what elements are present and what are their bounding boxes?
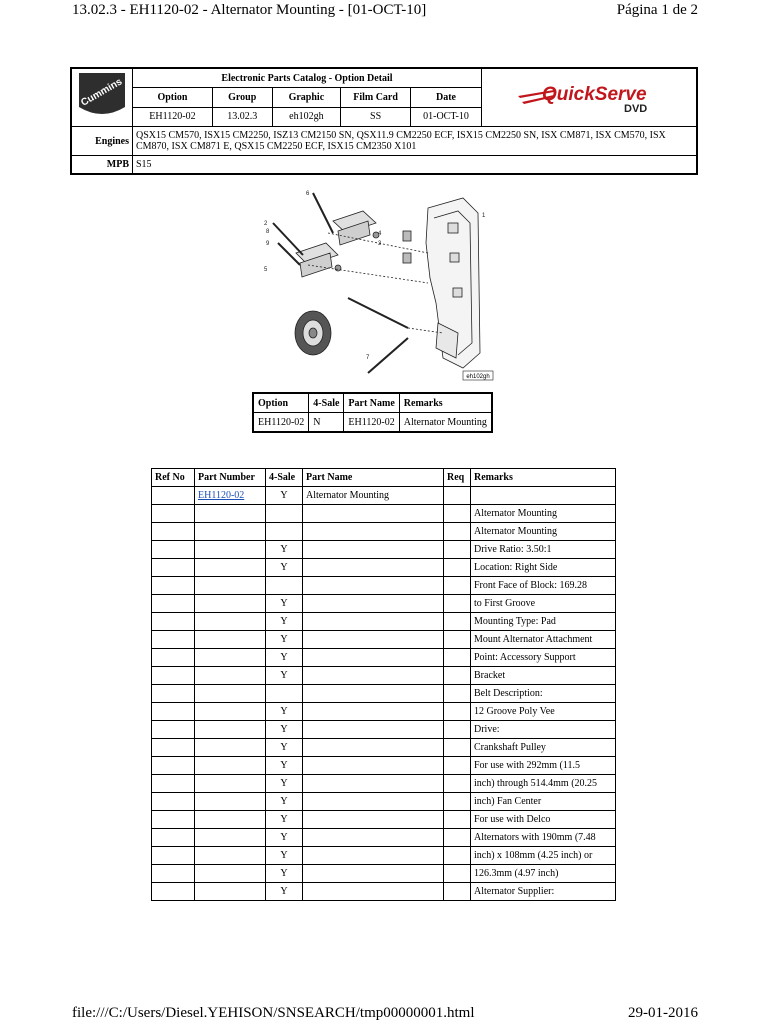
four-sale-cell: Y (266, 487, 303, 505)
req-cell (444, 865, 471, 883)
ref-no-cell (152, 613, 195, 631)
part-name-cell (303, 721, 444, 739)
remarks-cell: to First Groove (471, 595, 616, 613)
req-cell (444, 721, 471, 739)
svg-text:QuickServe: QuickServe (542, 84, 647, 105)
four-sale-cell: Y (266, 793, 303, 811)
four-sale-cell: Y (266, 559, 303, 577)
table-row (152, 577, 616, 595)
four-sale-cell: Y (266, 703, 303, 721)
remarks-cell: Alternator Mounting (471, 505, 616, 523)
part-number-link[interactable]: EH1120-02 (198, 490, 245, 501)
mpb-value: S15 (133, 156, 698, 175)
part-number-cell (195, 811, 266, 829)
remarks-cell: Location: Right Side (471, 559, 616, 577)
part-name-cell (303, 793, 444, 811)
four-sale-cell (266, 523, 303, 541)
ref-no-cell (152, 775, 195, 793)
value-date: 01-OCT-10 (410, 107, 481, 126)
ref-no-cell (152, 865, 195, 883)
ref-no-cell (152, 793, 195, 811)
ref-no-cell (152, 487, 195, 505)
req-cell (444, 685, 471, 703)
table-row (152, 811, 616, 829)
four-sale-cell: Y (266, 811, 303, 829)
req-cell (444, 703, 471, 721)
part-number-cell (195, 775, 266, 793)
engines-label: Engines (71, 127, 133, 156)
four-sale-cell (266, 505, 303, 523)
table-row (152, 559, 616, 577)
req-cell (444, 505, 471, 523)
table-row (152, 487, 616, 505)
table-row (152, 631, 616, 649)
req-cell (444, 883, 471, 901)
ref-no-cell (152, 541, 195, 559)
opt-header-remarks: Remarks (399, 393, 492, 413)
req-cell (444, 811, 471, 829)
remarks-cell: 126.3mm (4.97 inch) (471, 865, 616, 883)
part-name-cell (303, 847, 444, 865)
parts-table-body (152, 487, 616, 901)
four-sale-cell: Y (266, 595, 303, 613)
part-name-cell (303, 649, 444, 667)
table-row (152, 541, 616, 559)
ref-no-cell (152, 667, 195, 685)
part-number-cell (195, 523, 266, 541)
svg-text:Cummins: Cummins (79, 76, 125, 109)
part-number-cell (195, 703, 266, 721)
option-table (252, 392, 493, 433)
part-name-cell: Alternator Mounting (303, 487, 444, 505)
part-number-cell (195, 631, 266, 649)
req-cell (444, 775, 471, 793)
req-cell (444, 757, 471, 775)
four-sale-cell (266, 577, 303, 595)
ref-no-cell (152, 757, 195, 775)
diagram-caption: eh102gh (466, 374, 490, 380)
page-number: Página 1 de 2 (616, 2, 698, 18)
four-sale-cell: Y (266, 721, 303, 739)
mpb-label: MPB (71, 156, 133, 175)
remarks-cell: Drive: (471, 721, 616, 739)
catalog-title: Electronic Parts Catalog - Option Detail (133, 68, 482, 88)
part-name-cell (303, 883, 444, 901)
table-row (152, 523, 616, 541)
part-name-cell (303, 595, 444, 613)
remarks-cell: Crankshaft Pulley (471, 739, 616, 757)
remarks-cell: Drive Ratio: 3.50:1 (471, 541, 616, 559)
quickserve-logo-icon (514, 76, 664, 116)
remarks-cell: Mount Alternator Attachment (471, 631, 616, 649)
page-footer-path: file:///C:/Users/Diesel.YEHISON/SNSEARCH/tmp00000001.html (72, 1005, 475, 1021)
req-cell (444, 667, 471, 685)
part-name-cell (303, 523, 444, 541)
ref-no-cell (152, 523, 195, 541)
cummins-logo-cell (71, 68, 133, 127)
four-sale-cell: Y (266, 667, 303, 685)
req-cell (444, 541, 471, 559)
opt-value-4sale: N (309, 413, 344, 433)
four-sale-cell: Y (266, 865, 303, 883)
part-name-cell (303, 811, 444, 829)
four-sale-cell: Y (266, 847, 303, 865)
ref-no-cell (152, 595, 195, 613)
part-number-cell (195, 883, 266, 901)
remarks-cell: For use with Delco (471, 811, 616, 829)
part-name-cell (303, 505, 444, 523)
table-row (152, 739, 616, 757)
remarks-cell: Mounting Type: Pad (471, 613, 616, 631)
header-group: Group (212, 88, 272, 107)
part-number-cell (195, 613, 266, 631)
ref-no-cell (152, 847, 195, 865)
part-number-cell (195, 685, 266, 703)
parts-header-part-number: Part Number (195, 469, 266, 487)
remarks-cell: Alternator Mounting (471, 523, 616, 541)
table-row (152, 721, 616, 739)
part-number-cell (195, 649, 266, 667)
table-row (152, 829, 616, 847)
remarks-cell: inch) through 514.4mm (20.25 (471, 775, 616, 793)
page-footer-date: 29-01-2016 (628, 1005, 698, 1021)
part-number-cell (195, 487, 266, 505)
req-cell (444, 523, 471, 541)
parts-header-4sale: 4-Sale (266, 469, 303, 487)
ref-no-cell (152, 505, 195, 523)
remarks-cell: For use with 292mm (11.5 (471, 757, 616, 775)
remarks-cell: Belt Description: (471, 685, 616, 703)
table-row (152, 505, 616, 523)
part-number-cell (195, 667, 266, 685)
req-cell (444, 793, 471, 811)
header-option: Option (133, 88, 213, 107)
req-cell (444, 577, 471, 595)
remarks-cell: 12 Groove Poly Vee (471, 703, 616, 721)
ref-no-cell (152, 577, 195, 595)
header-graphic: Graphic (272, 88, 341, 107)
parts-header-remarks: Remarks (471, 469, 616, 487)
four-sale-cell: Y (266, 739, 303, 757)
callout-1: 1 (482, 213, 486, 219)
four-sale-cell (266, 685, 303, 703)
value-option: EH1120-02 (133, 107, 213, 126)
quickserve-logo-cell (482, 68, 698, 127)
table-row (152, 613, 616, 631)
callout-9: 9 (266, 241, 270, 247)
remarks-cell: Alternators with 190mm (7.48 (471, 829, 616, 847)
ref-no-cell (152, 703, 195, 721)
part-name-cell (303, 559, 444, 577)
ref-no-cell (152, 649, 195, 667)
parts-header-ref-no: Ref No (152, 469, 195, 487)
part-name-cell (303, 739, 444, 757)
callout-8: 8 (266, 229, 270, 235)
part-name-cell (303, 703, 444, 721)
callout-7: 7 (366, 355, 370, 361)
callout-6: 6 (306, 191, 310, 197)
four-sale-cell: Y (266, 649, 303, 667)
remarks-cell: Point: Accessory Support (471, 649, 616, 667)
table-row (152, 775, 616, 793)
opt-value-part-name: EH1120-02 (344, 413, 399, 433)
header-film-card: Film Card (341, 88, 411, 107)
remarks-cell: inch) Fan Center (471, 793, 616, 811)
parts-header-part-name: Part Name (303, 469, 444, 487)
part-name-cell (303, 865, 444, 883)
table-row (152, 793, 616, 811)
four-sale-cell: Y (266, 775, 303, 793)
callout-3: 3 (378, 241, 382, 247)
ref-no-cell (152, 811, 195, 829)
remarks-cell: Bracket (471, 667, 616, 685)
ref-no-cell (152, 559, 195, 577)
opt-header-option: Option (253, 393, 309, 413)
remarks-cell: Front Face of Block: 169.28 (471, 577, 616, 595)
catalog-info-table (70, 67, 698, 175)
req-cell (444, 631, 471, 649)
table-row (152, 757, 616, 775)
table-row (152, 847, 616, 865)
part-number-cell (195, 847, 266, 865)
req-cell (444, 487, 471, 505)
parts-table (151, 468, 616, 901)
part-number-cell (195, 757, 266, 775)
table-row (152, 667, 616, 685)
part-number-cell (195, 829, 266, 847)
ref-no-cell (152, 685, 195, 703)
engines-value: QSX15 CM570, ISX15 CM2250, ISZ13 CM2150 SN, QSX11.9 CM2250 ECF, ISX15 CM2250 SN, ISX CM871, ISX CM570, ISX CM870, ISX CM871 E, QSX15 CM2250 ECF, ISX15 CM2350 X101 (133, 127, 698, 156)
cummins-logo-icon (73, 69, 131, 123)
part-name-cell (303, 613, 444, 631)
value-group: 13.02.3 (212, 107, 272, 126)
part-name-cell (303, 829, 444, 847)
req-cell (444, 649, 471, 667)
part-number-cell (195, 541, 266, 559)
req-cell (444, 559, 471, 577)
part-name-cell (303, 685, 444, 703)
remarks-cell: inch) x 108mm (4.25 inch) or (471, 847, 616, 865)
ref-no-cell (152, 883, 195, 901)
part-name-cell (303, 631, 444, 649)
req-cell (444, 829, 471, 847)
part-number-cell (195, 793, 266, 811)
opt-header-part-name: Part Name (344, 393, 399, 413)
part-number-cell (195, 865, 266, 883)
part-number-cell (195, 505, 266, 523)
req-cell (444, 847, 471, 865)
req-cell (444, 739, 471, 757)
table-row (152, 865, 616, 883)
req-cell (444, 595, 471, 613)
four-sale-cell: Y (266, 757, 303, 775)
part-number-cell (195, 739, 266, 757)
part-number-cell (195, 577, 266, 595)
ref-no-cell (152, 631, 195, 649)
part-name-cell (303, 775, 444, 793)
req-cell (444, 613, 471, 631)
opt-header-4sale: 4-Sale (309, 393, 344, 413)
table-row (152, 649, 616, 667)
ref-no-cell (152, 721, 195, 739)
opt-value-option: EH1120-02 (253, 413, 309, 433)
part-name-cell (303, 667, 444, 685)
table-row (152, 703, 616, 721)
svg-text:DVD: DVD (624, 103, 648, 115)
table-row (152, 883, 616, 901)
value-film-card: SS (341, 107, 411, 126)
part-name-cell (303, 541, 444, 559)
four-sale-cell: Y (266, 631, 303, 649)
header-date: Date (410, 88, 481, 107)
four-sale-cell: Y (266, 883, 303, 901)
table-row (152, 685, 616, 703)
four-sale-cell: Y (266, 541, 303, 559)
table-row (152, 595, 616, 613)
four-sale-cell: Y (266, 829, 303, 847)
remarks-cell: Alternator Supplier: (471, 883, 616, 901)
part-number-cell (195, 559, 266, 577)
four-sale-cell: Y (266, 613, 303, 631)
parts-diagram (258, 183, 498, 383)
value-graphic: eh102gh (272, 107, 341, 126)
parts-header-req: Req (444, 469, 471, 487)
part-number-cell (195, 595, 266, 613)
page-header-title: 13.02.3 - EH1120-02 - Alternator Mounting - [01-OCT-10] (72, 2, 427, 18)
opt-value-remarks: Alternator Mounting (399, 413, 492, 433)
part-name-cell (303, 577, 444, 595)
callout-4: 4 (378, 231, 382, 237)
ref-no-cell (152, 739, 195, 757)
ref-no-cell (152, 829, 195, 847)
remarks-cell (471, 487, 616, 505)
part-name-cell (303, 757, 444, 775)
part-number-cell (195, 721, 266, 739)
callout-2: 2 (264, 221, 268, 227)
callout-5: 5 (264, 267, 268, 273)
